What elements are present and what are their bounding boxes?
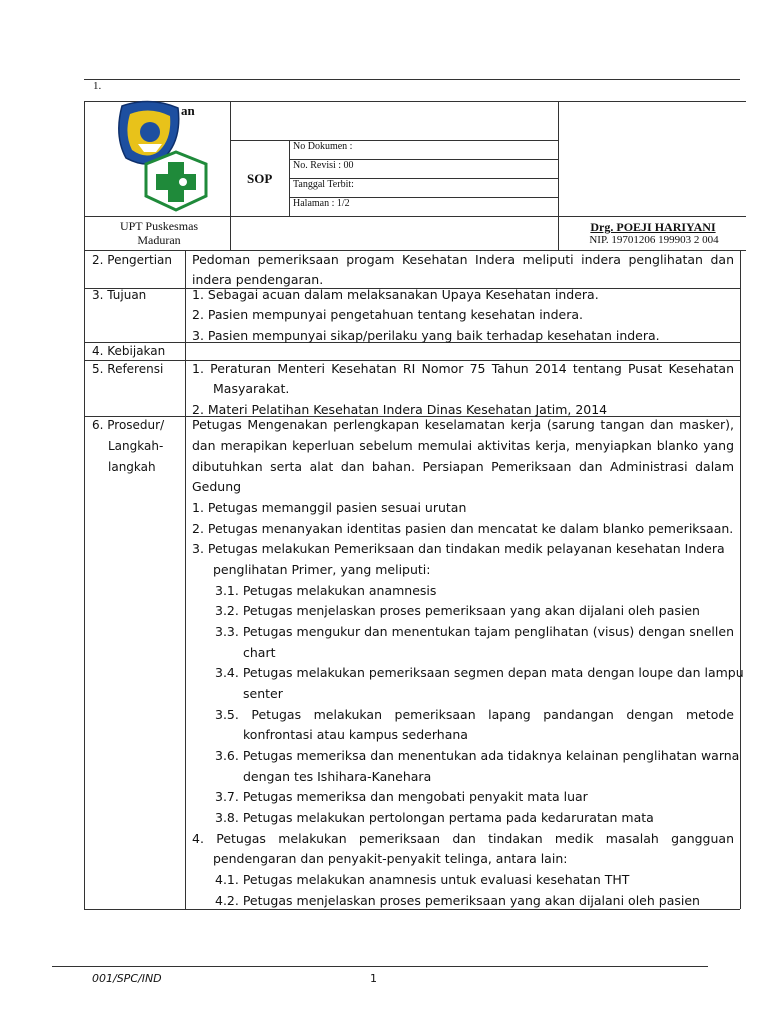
label-tujuan: 3. Tujuan [92, 288, 147, 302]
prosedur-intro-line-4: Gedung [192, 479, 242, 494]
pengertian-line-2: indera pendengaran. [192, 272, 324, 287]
prosedur-sub-3-4-line-2: senter [243, 686, 283, 701]
prosedur-step-2: 2. Petugas menanyakan identitas pasien dan mencatat ke dalam blanko pemeriksaan. [192, 521, 734, 536]
doc-date-field: Tanggal Terbit: [293, 179, 354, 190]
tujuan-item-1: 1. Sebagai acuan dalam melaksanakan Upaya Kesehatan indera. [192, 287, 599, 302]
prosedur-sub-3-6-line-1: 3.6. Petugas memeriksa dan menentukan ada tidaknya kelainan penglihatan warna [215, 748, 740, 763]
sop-label: SOP [247, 171, 273, 186]
prosedur-sub-3-7: 3.7. Petugas memeriksa dan mengobati penyakit mata luar [215, 789, 588, 804]
referensi-item-2: 2. Materi Pelatihan Kesehatan Indera Dinas Kesehatan Jatim, 2014 [192, 402, 608, 417]
signer-nip: NIP. 19701206 199903 2 004 [589, 234, 719, 246]
prosedur-intro-line-1: Petugas Mengenakan perlengkapan keselamatan kerja (sarung tangan dan masker), [192, 417, 734, 432]
pengertian-text [192, 253, 734, 267]
footer-page-number: 1 [370, 972, 377, 985]
prosedur-sub-3-5 [215, 708, 734, 722]
footer-doc-code: 001/SPC/IND [92, 972, 162, 985]
header-col-3 [558, 101, 559, 250]
footer-rule [52, 966, 708, 967]
prosedur-sub-3-6-line-2: dengan tes Ishihara-Kanehara [243, 769, 432, 784]
signer-name: Drg. POEJI HARIYANI [590, 220, 716, 234]
prosedur-sub-4-1: 4.1. Petugas melakukan anamnesis untuk evaluasi kesehatan THT [215, 872, 630, 887]
prosedur-sub-4-2: 4.2. Petugas menjelaskan proses pemeriksaan yang akan dijalani oleh pasien [215, 893, 700, 908]
upt-line-2: Maduran [137, 233, 181, 247]
tujuan-item-3: 3. Pasien mempunyai sikap/perilaku yang baik terhadap kesehatan indera. [192, 328, 660, 343]
prosedur-sub-3-5-line-1: 3.5. Petugas melakukan pemeriksaan lapang pandangan dengan metode [215, 707, 734, 722]
header-left-border [84, 101, 85, 250]
tujuan-item-2: 2. Pasien mempunyai pengetahuan tentang kesehatan indera. [192, 307, 583, 322]
pengertian-line-1: Pedoman pemeriksaan progam Kesehatan Indera meliputi indera penglihatan dan [192, 252, 734, 267]
prosedur-sub-3-1: 3.1. Petugas melakukan anamnesis [215, 583, 437, 598]
prosedur-sub-3-4-line-1: 3.4. Petugas melakukan pemeriksaan segmen depan mata dengan loupe dan lampu [215, 665, 744, 680]
label-prosedur-3: langkah [108, 460, 156, 474]
label-prosedur-1: 6. Prosedur/ [92, 418, 165, 432]
label-referensi: 5. Referensi [92, 362, 164, 376]
prosedur-intro [192, 418, 734, 481]
header-mid-line [230, 140, 558, 141]
prosedur-intro-line-3: dibutuhkan serta alat dan bahan. Persiapan Pemeriksaan dan Administrasi dalam [192, 459, 734, 474]
table-right-border [740, 250, 741, 909]
table-left-border [84, 250, 85, 909]
top-rule [84, 79, 740, 80]
doc-page-field: Halaman : 1/2 [293, 198, 350, 209]
prosedur-step-4-line-2: pendengaran dan penyakit-penyakit telinga, antara lain: [213, 851, 568, 866]
referensi-item-1 [192, 362, 734, 376]
doc-revision-field: No. Revisi : 00 [293, 160, 354, 171]
prosedur-sub-3-8: 3.8. Petugas melakukan pertolongan pertama pada kedaruratan mata [215, 810, 654, 825]
header-lower-line [84, 216, 746, 217]
puskesmas-logo [112, 100, 212, 216]
label-prosedur-2: Langkah- [108, 439, 164, 453]
upt-name [100, 219, 218, 247]
prosedur-step-4-line-1: 4. Petugas melakukan pemeriksaan dan tindakan medik masalah gangguan [192, 831, 734, 846]
prosedur-step-1: 1. Petugas memanggil pasien sesuai urutan [192, 500, 467, 515]
prosedur-sub-3-5-line-2: konfrontasi atau kampus sederhana [243, 727, 468, 742]
top-number: 1. [93, 80, 102, 92]
table-label-divider [185, 250, 186, 909]
upt-line-1: UPT Puskesmas [119, 219, 199, 233]
header-col-2 [289, 140, 290, 216]
table-bottom-line [84, 909, 740, 910]
prosedur-sub-3-3-line-2: chart [243, 645, 276, 660]
doc-number-field: No Dokumen : [293, 141, 353, 152]
org-name-fragment: an [181, 103, 195, 118]
prosedur-step-3-line-1: 3. Petugas melakukan Pemeriksaan dan tindakan medik pelayanan kesehatan Indera [192, 541, 725, 556]
label-pengertian: 2. Pengertian [92, 253, 172, 267]
prosedur-sub-3-4 [215, 665, 744, 680]
row-line-pengertian-top [84, 250, 740, 251]
prosedur-step-4 [192, 832, 734, 846]
prosedur-sub-3-3 [215, 625, 734, 639]
prosedur-sub-3-6 [215, 748, 740, 763]
label-kebijakan: 4. Kebijakan [92, 344, 166, 358]
referensi-item-1-line-1: 1. Peraturan Menteri Kesehatan RI Nomor 75 Tahun 2014 tentang Pusat Kesehatan [192, 361, 734, 376]
prosedur-step-3-line-2: penglihatan Primer, yang meliputi: [213, 562, 431, 577]
prosedur-sub-3-3-line-1: 3.3. Petugas mengukur dan menentukan tajam penglihatan (visus) dengan snellen [215, 624, 734, 639]
referensi-item-1-line-2: Masyarakat. [213, 381, 290, 396]
prosedur-sub-3-2: 3.2. Petugas menjelaskan proses pemeriksaan yang akan dijalani oleh pasien [215, 603, 700, 618]
prosedur-intro-line-2: dan merapikan keperluan sebelum memulai aktivitas kerja, menyiapkan blanko yang [192, 438, 734, 453]
header-col-1 [230, 101, 231, 250]
